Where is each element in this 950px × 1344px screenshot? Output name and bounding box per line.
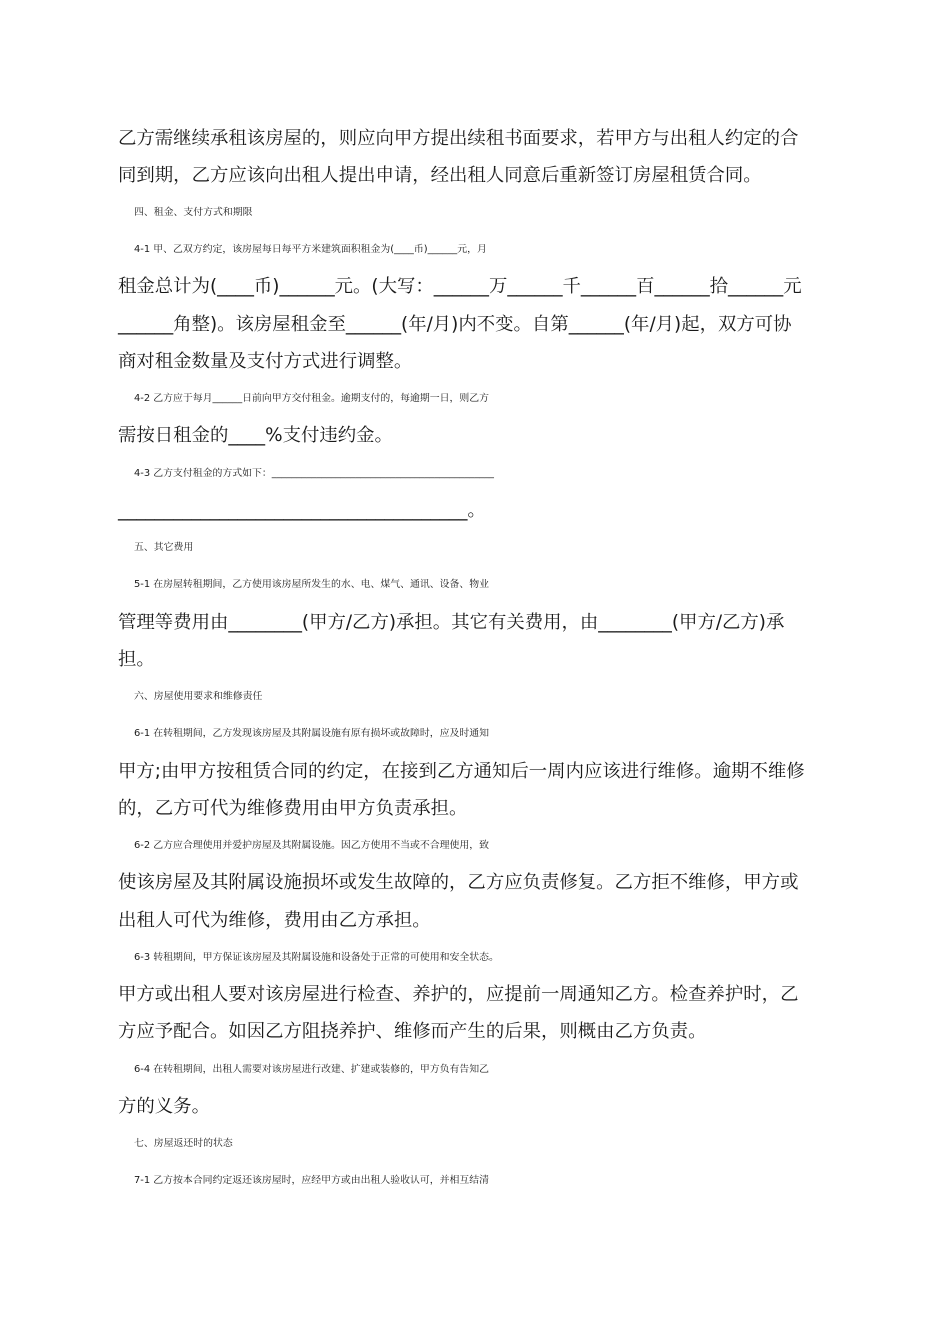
clause-4-3-line: ______________________________________。 — [118, 500, 486, 521]
clause-5-1-line: 管理等费用由________(甲方/乙方)承担。其它有关费用，由________(甲方/乙方)承 — [118, 612, 785, 633]
clause-4-3-line: 4-3 乙方支付租金的方式如下：_____________________________________________ — [134, 468, 494, 479]
clause-6-2-line: 出租人可代为维修，费用由乙方承担。 — [118, 910, 431, 931]
clause-5-1-line: 5-1 在房屋转租期间，乙方使用该房屋所发生的水、电、煤气、通讯、设备、物业 — [134, 579, 490, 590]
clause-6-1-line: 甲方;由甲方按租赁合同的约定，在接到乙方通知后一周内应该进行维修。逾期不维修 — [118, 761, 805, 782]
clause-7-1-line: 7-1 乙方按本合同约定返还该房屋时，应经甲方或由出租人验收认可，并相互结清 — [134, 1175, 490, 1186]
clause-4-1-line: ______角整)。该房屋租金至______(年/月)内不变。自第______(年/月)起，双方可协 — [118, 314, 792, 335]
clause-6-2-line: 使该房屋及其附属设施损坏或发生故障的，乙方应负责修复。乙方拒不维修，甲方或 — [118, 872, 799, 893]
clause-6-4-line: 方的义务。 — [118, 1096, 210, 1117]
clause-6-3-line: 甲方或出租人要对该房屋进行检查、养护的，应提前一周通知乙方。检查养护时，乙 — [118, 984, 799, 1005]
clause-4-1-line: 租金总计为(____币)______元。(大写：______万______千______百______拾______元 — [118, 276, 802, 297]
section-heading-other-fees: 五、其它费用 — [134, 542, 194, 553]
section-heading-usage: 六、房屋使用要求和维修责任 — [134, 691, 263, 702]
section-heading-return-state: 七、房屋返还时的状态 — [134, 1138, 233, 1149]
paragraph-line: 乙方需继续承租该房屋的，则应向甲方提出续租书面要求，若甲方与出租人约定的合 — [118, 128, 799, 149]
clause-5-1-line: 担。 — [118, 649, 155, 670]
clause-4-1-line: 商对租金数量及支付方式进行调整。 — [118, 351, 413, 372]
paragraph-line: 同到期，乙方应该向出租人提出申请，经出租人同意后重新签订房屋租赁合同。 — [118, 165, 762, 186]
clause-6-2-line: 6-2 乙方应合理使用并爱护房屋及其附属设施。因乙方使用不当或不合理使用，致 — [134, 840, 490, 851]
clause-6-1-line: 6-1 在转租期间，乙方发现该房屋及其附属设施有原有损坏或故障时，应及时通知 — [134, 728, 490, 739]
clause-4-1-line: 4-1 甲、乙双方约定，该房屋每日每平方米建筑面积租金为(____币)______元，月 — [134, 244, 487, 255]
section-heading-rent: 四、租金、支付方式和期限 — [134, 207, 253, 218]
clause-4-2-line: 需按日租金的____%支付违约金。 — [118, 425, 393, 446]
clause-6-4-line: 6-4 在转租期间，出租人需要对该房屋进行改建、扩建或装修的，甲方负有告知乙 — [134, 1064, 490, 1075]
clause-6-3-line: 方应予配合。如因乙方阻挠养护、维修而产生的后果，则概由乙方负责。 — [118, 1021, 707, 1042]
clause-6-1-line: 的，乙方可代为维修费用由甲方负责承担。 — [118, 798, 468, 819]
clause-6-3-line: 6-3 转租期间，甲方保证该房屋及其附属设施和设备处于正常的可使用和安全状态。 — [134, 952, 499, 963]
clause-4-2-line: 4-2 乙方应于每月______日前向甲方交付租金。逾期支付的，每逾期一日，则乙方 — [134, 393, 490, 404]
